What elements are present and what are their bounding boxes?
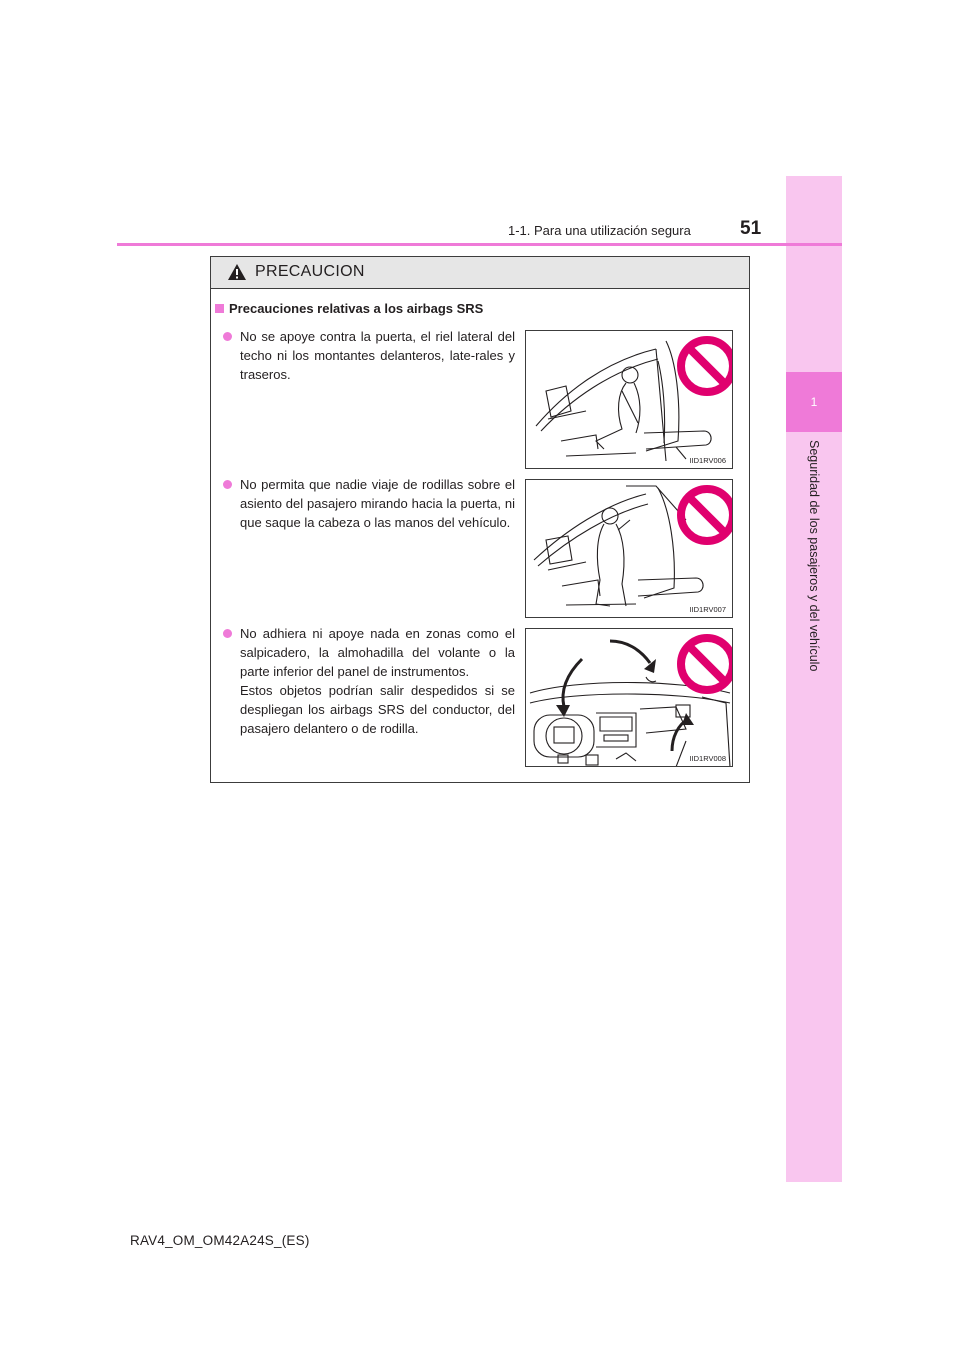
round-bullet-icon	[223, 480, 232, 489]
illustration-objects-on-dashboard	[525, 628, 733, 767]
manual-code: RAV4_OM_OM42A24S_(ES)	[130, 1233, 310, 1248]
caution-box	[210, 256, 750, 783]
caution-subheading	[215, 301, 483, 316]
caution-item-3	[223, 624, 515, 738]
caution-item-2	[223, 475, 515, 532]
dashboard-illustration	[526, 629, 733, 767]
illustration-leaning-on-door	[525, 330, 733, 469]
section-title: 1-1. Para una utilización segura	[508, 223, 691, 238]
round-bullet-icon	[223, 332, 232, 341]
caution-item-text-continued: Estos objetos podrían salir despedidos si se despliegan los airbags SRS del conductor, del pasajero delantero o de rodilla.	[240, 683, 515, 736]
figure-code: IID1RV008	[689, 754, 726, 763]
caution-header	[211, 257, 749, 289]
figure-code: IID1RV006	[689, 456, 726, 465]
caution-subheading-text: Precauciones relativas a los airbags SRS	[229, 301, 484, 316]
round-bullet-icon	[223, 629, 232, 638]
kneeling-passenger-illustration	[526, 480, 733, 618]
chapter-title: Seguridad de los pasajeros y del vehículo	[807, 440, 821, 672]
square-bullet-icon	[215, 304, 224, 313]
caution-item-text: No adhiera ni apoye nada en zonas como el salpicadero, la almohadilla del volante o la parte inferior del panel de instrumentos.	[240, 626, 515, 679]
header-rule	[117, 243, 842, 246]
warning-triangle-icon	[227, 263, 247, 281]
caution-item-text: No se apoye contra la puerta, el riel lateral del techo ni los montantes delanteros, late-rales y traseros.	[240, 329, 515, 382]
caution-item-1	[223, 327, 515, 384]
leaning-passenger-illustration	[526, 331, 733, 469]
figure-code: IID1RV007	[689, 605, 726, 614]
caution-item-text: No permita que nadie viaje de rodillas sobre el asiento del pasajero mirando hacia la puerta, ni que saque la cabeza o las manos del vehículo.	[240, 477, 515, 530]
chapter-number: 1	[810, 395, 818, 409]
page-number: 51	[740, 218, 762, 239]
chapter-title-vertical	[803, 440, 825, 710]
caution-title: PRECAUCION	[255, 263, 365, 280]
illustration-kneeling-on-seat	[525, 479, 733, 618]
